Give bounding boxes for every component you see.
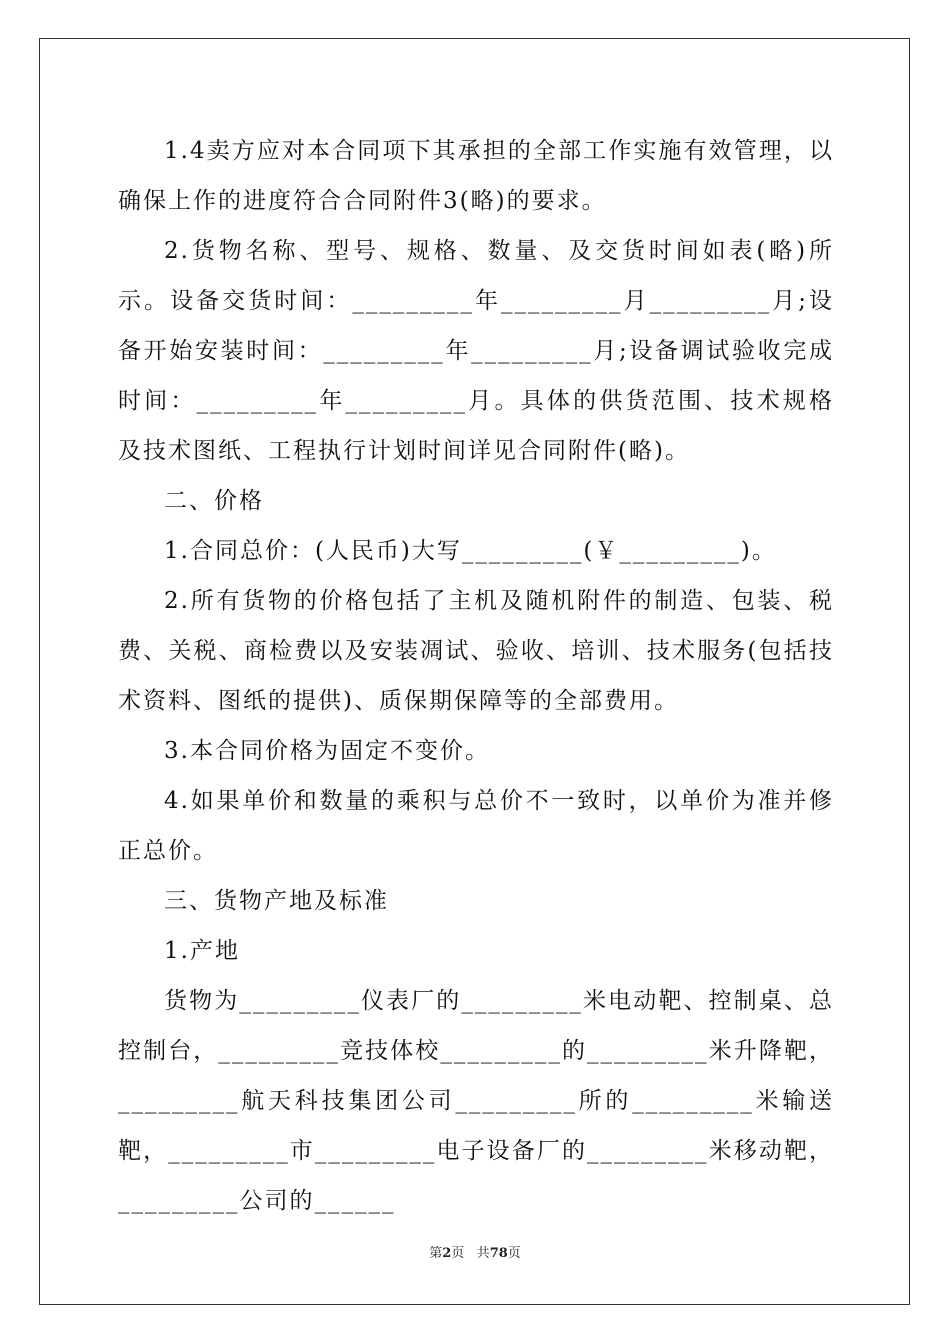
document-body <box>118 126 834 1226</box>
footer-page-prefix: 第 <box>429 1246 443 1261</box>
paragraph-goods-origin: 货物为_________仪表厂的_________米电动靶、控制桌、总控制台，_________竞技体校_________的_________米升降靶，_________航天科技集团公司_________所的_________米输送靶，_________市_________电子设备厂的_________米移动靶，_________公司的______ <box>118 988 834 1214</box>
paragraph-total-price: 1.合同总价：(人民币)大写_________(￥_________)。 <box>164 538 777 564</box>
footer-total-unit: 页 <box>507 1246 521 1261</box>
paragraph-goods-delivery-time: 2.货物名称、型号、规格、数量、及交货时间如表(略)所示。设备交货时间：_________年_________月_________月;设备开始安装时间：_________年_________月;设备调试验收完成时间：_________年_________月。具体的供货范围、技术规格及技术图纸、工程执行计划时间详见合同附件(略)。 <box>118 238 834 464</box>
page-footer <box>0 1242 950 1261</box>
footer-page-number: 2 <box>442 1246 452 1261</box>
section-heading-origin-standard: 三、货物产地及标准 <box>164 888 389 914</box>
paragraph-fixed-price: 3.本合同价格为固定不变价。 <box>164 738 490 764</box>
footer-page-unit: 页 <box>451 1246 465 1261</box>
subheading-origin: 1.产地 <box>164 938 240 964</box>
paragraph-price-includes: 2.所有货物的价格包括了主机及随机附件的制造、包装、税费、关税、商检费以及安装凋试、验收、培训、技术服务(包括技术资料、图纸的提供)、质保期保障等的全部费用。 <box>118 588 834 714</box>
paragraph-unit-price-rule: 4.如果单价和数量的乘积与总价不一致时，以单价为准并修正总价。 <box>118 788 834 864</box>
footer-total-pages: 78 <box>489 1246 508 1261</box>
paragraph-1-4-seller-management: 1.4卖方应对本合同项下其承担的全部工作实施有效管理，以确保上作的进度符合合同附件3(略)的要求。 <box>118 138 834 214</box>
section-heading-price: 二、价格 <box>164 488 264 514</box>
footer-total-prefix: 共 <box>476 1246 490 1261</box>
